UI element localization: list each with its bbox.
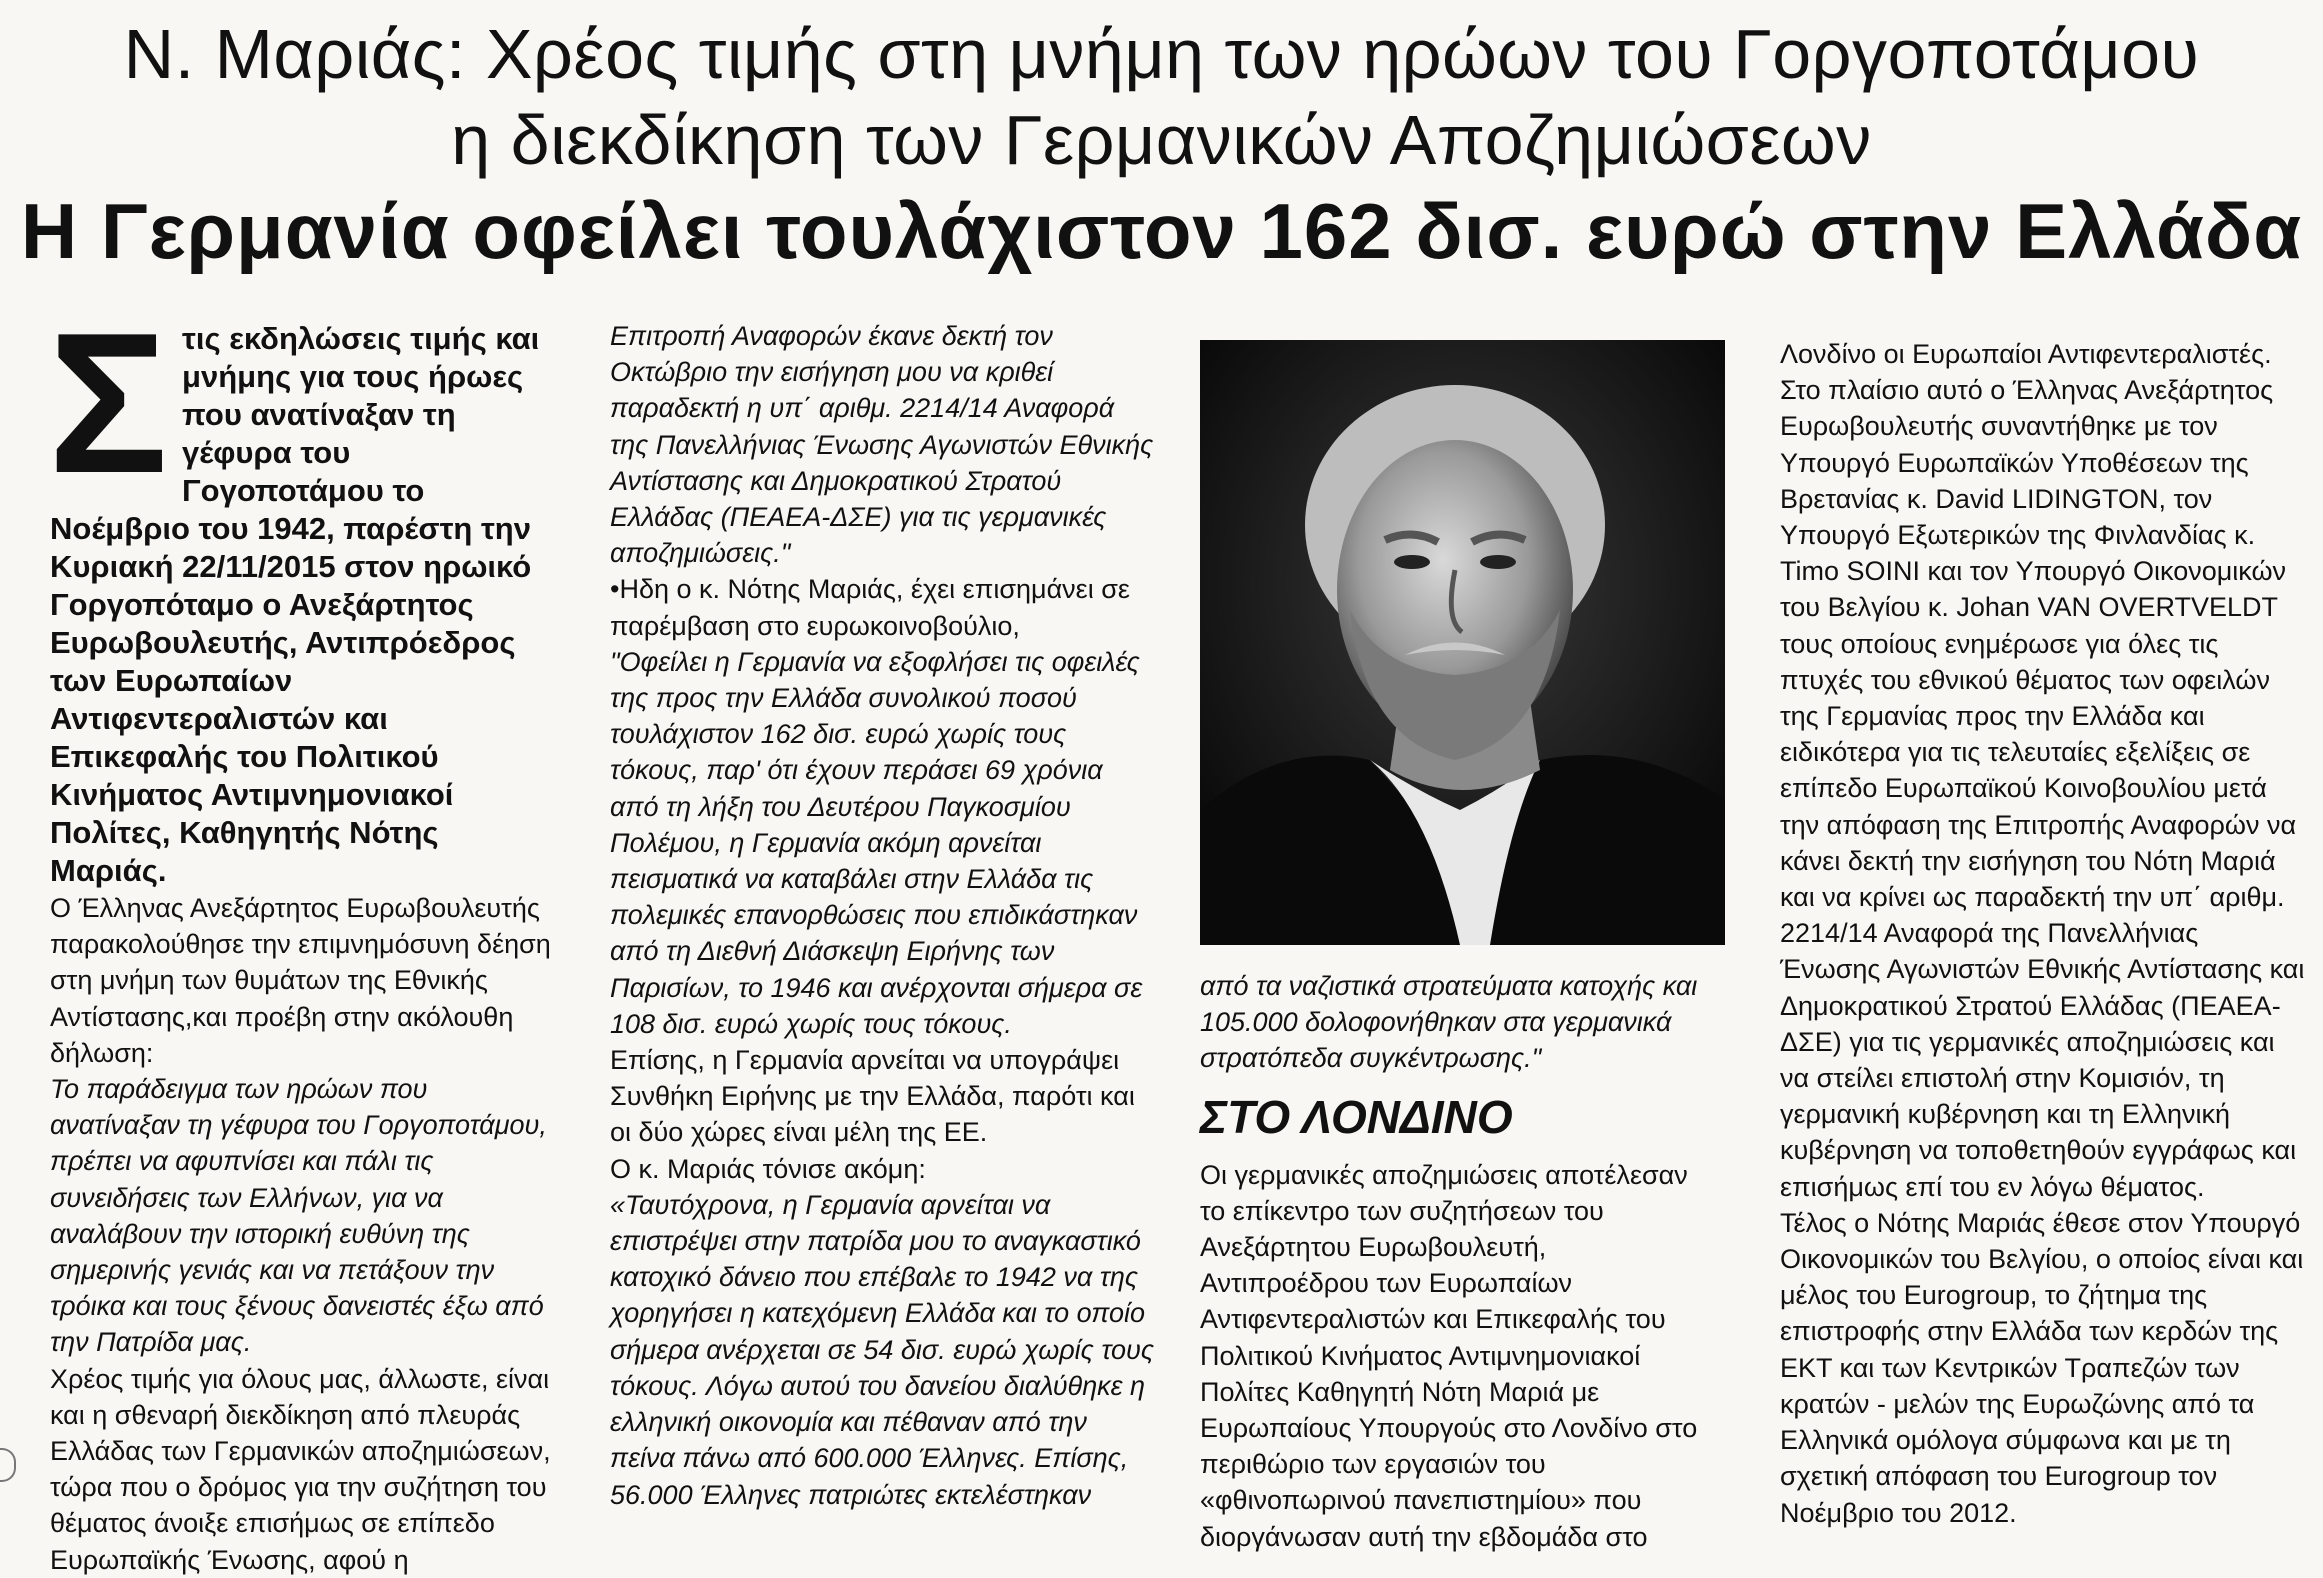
article-column-4 [1780,336,2305,1531]
column-4-paragraph: Λονδίνο οι Ευρωπαίοι Αντιφεντεραλιστές. Στο πλαίσιο αυτό ο Έλληνας Ανεξάρτητος Ευρωβουλευτής συναντήθηκε με τον Υπουργό Ευρωπαϊκών Υποθέσεων της Βρετανίας κ. David LIDINGTON, τον Υπουργό Εξωτερικών της Φινλανδίας κ. Timo SOINI και τον Υπουργό Οικονομικών του Βελγίου κ. Johan VAN OVERTVELDT τους οποίους ενημέρωσε για όλες τις πτυχές του εθνικού θέματος των οφειλών της Γερμανίας προς την Ελλάδα και ειδικότερα για τις τελευταίες εξελίξεις σε επίπεδο Ευρωπαϊκού Κοινοβουλίου μετά την απόφαση της Επιτροπής Αναφορών να κάνει δεκτή την εισήγηση του Νότη Μαριά και να κρίνει ως παραδεκτή την υπ΄ αριθμ. 2214/14 Αναφορά της Πανελλήνιας Ένωσης Αγωνιστών Εθνικής Αντίστασης και Δημοκρατικού Στρατού Ελλάδας (ΠΕΑΕΑ-ΔΣΕ) για τις γερμανικές αποζημιώσεις και να στείλει επιστολή στην Κομισιόν, τη γερμανική κυβέρνηση και τη Ελληνική κυβέρνηση να τοποθετηθούν εγγράφως και επισήμως επί του εν λόγω θέματος. [1780,339,2305,1202]
portrait-photo [1200,340,1725,945]
column-4-paragraph: Τέλος ο Νότης Μαριάς έθεσε στον Υπουργό Οικονομικών του Βελγίου, ο οποίος είναι και μέλος του Eurogroup, το ζήτημα της επιστροφής στην Ελλάδα των κερδών της ΕΚΤ και των Κεντρικών Τραπεζών των κρατών - μελών της Ευρωζώνης από τα Ελληνικά ομόλογα σύμφωνα και με τη σχετική απόφαση του Eurogroup τον Νοέμβριο του 2012. [1780,1207,2304,1528]
column-2-quote: «Ταυτόχρονα, η Γερμανία αρνείται να επιστρέψει στην πατρίδα μου το αναγκαστικό κατοχικό δάνειο που επέβαλε το 1942 να της χορηγήσει η κατεχόμενη Ελλάδα και το οποίο σήμερα ανέρχεται σε 54 δισ. ευρώ χωρίς τους τόκους. Λόγω αυτού του δανείου διαλύθηκε η ελληνική οικονομία και πέθαναν από την πείνα πάνω από 600.000 Έλληνες. Επίσης, 56.000 Έλληνες πατριώτες εκτελέστηκαν [610,1189,1155,1510]
article-column-1 [48,292,560,1578]
column-2-paragraph: Επίσης, η Γερμανία αρνείται να υπογράψει Συνθήκη Ειρήνης με την Ελλάδα, παρότι και οι δύο χώρες είναι μέλη της ΕΕ. [610,1045,1135,1148]
column-1-quote: Το παράδειγμα των ηρώων που ανατίναξαν τη γέφυρα του Γοργοποτάμου, πρέπει να αφυπνίσει και πάλι τις συνειδήσεις των Ελλήνων, για να αναλάβουν την ιστορική ευθύνη της σημερινής γενιάς και να πετάξουν την τρόικα και τους ξένους δανειστές έξω από την Πατρίδα μας. [50,1074,547,1358]
portrait-image [1200,340,1725,945]
column-3-quote: από τα ναζιστικά στρατεύματα κατοχής και 105.000 δολοφονήθηκαν στα γερμανικά στρατόπεδα συγκέντρωσης." [1200,971,1698,1074]
main-headline: Η Γερμανία οφείλει τουλάχιστον 162 δισ. ευρώ στην Ελλάδα [20,187,2303,275]
column-3-paragraph: Οι γερμανικές αποζημιώσεις αποτέλεσαν το επίκεντρο των συζητήσεων του Ανεξάρτητου Ευρωβουλευτή, Αντιπροέδρου των Ευρωπαίων Αντιφεντεραλιστών και Επικεφαλής του Πολιτικού Κινήματος Αντιμνημονιακοί Πολίτες Καθηγητή Νότη Μαριά με Ευρωπαίους Υπουργούς στο Λονδίνο στο περιθώριο των εργασιών του «φθινοπωρινού πανεπιστημίου» που διοργάνωσαν αυτή την εβδομάδα στο [1200,1159,1698,1552]
lead-text: τις εκδηλώσεις τιμής και μνήμης για τους ήρωες που ανατίναξαν τη γέφυρα του Γογοποτάμου το Νοέμβριο του 1942, παρέστη την Κυριακή 22/11/2015 στον ηρωικό Γοργοπόταμο ο Ανεξάρτητος Ευρωβουλευτής, Αντιπρόεδρος των Ευρωπαίων Αντιφεντεραλιστών και Επικεφαλής του Πολιτικού Κινήματος Αντιμνημονιακοί Πολίτες, Καθηγητής Νότης Μαριάς. [50,321,540,888]
headline-line-2: η διεκδίκηση των Γερμανικών Αποζημιώσεων [451,101,1872,179]
drop-cap: Σ [48,292,169,515]
column-2-paragraph: Ο κ. Μαριάς τόνισε ακόμη: [610,1153,926,1184]
headline-line-1: Ν. Μαριάς: Χρέος τιμής στη μνήμη των ηρώων του Γοργοποτάμου [123,15,2200,93]
lead-paragraph [48,292,560,890]
column-2-quote: "Οφείλει η Γερμανία να εξοφλήσει τις οφειλές της προς την Ελλάδα συνολικού ποσού τουλάχιστον 162 δισ. ευρώ χωρίς τους τόκους, παρ' ότι έχουν περάσει 69 χρόνια από τη λήξη του Δευτέρου Παγκοσμίου Πολέμου, η Γερμανία ακόμη αρνείται πεισματικά να καταβάλει στην Ελλάδα τις πολεμικές επανορθώσεις που επιδικάστηκαν από τη Διεθνή Διάσκεψη Ειρήνης των Παρισίων, το 1946 και ανέρχονται σήμερα σε 108 δισ. ευρώ χωρίς τους τόκους. [610,646,1143,1039]
column-1-paragraph: Χρέος τιμής για όλους μας, άλλωστε, είναι και η σθεναρή διεκδίκηση από πλευράς Ελλάδας των Γερμανικών αποζημιώσεων, τώρα που ο δρόμος για την συζήτηση του θέματος άνοιξε επισήμως σε επίπεδο Ευρωπαϊκής Ένωσης, αφού η [50,1363,551,1575]
column-2-bullet-paragraph: • Ηδη ο κ. Νότης Μαριάς, έχει επισημάνει σε παρέμβαση στο ευρωκοινοβούλιο, [610,571,1155,643]
column-1-paragraph: Ο Έλληνας Ανεξάρτητος Ευρωβουλευτής παρακολούθησε την επιμνημόσυνη δέηση στη μνήμη των θυμάτων της Εθνικής Αντίστασης,και προέβη στην ακόλουθη δήλωση: [50,893,551,1068]
subheading: ΣΤΟ ΛΟΝΔΙΝΟ [1200,1090,1513,1143]
scan-edge-mark [0,1448,16,1482]
article-column-3 [1200,968,1720,1555]
article-column-2 [610,318,1155,1513]
column-2-quote: Επιτροπή Αναφορών έκανε δεκτή τον Οκτώβριο την εισήγηση μου να κριθεί παραδεκτή η υπ΄ αριθμ. 2214/14 Αναφορά της Πανελλήνιας Ένωσης Αγωνιστών Εθνικής Αντίστασης και Δημοκρατικού Στρατού Ελλάδας (ΠΕΑΕΑ-ΔΣΕ) για τις γερμανικές αποζημιώσεις." [610,321,1154,569]
